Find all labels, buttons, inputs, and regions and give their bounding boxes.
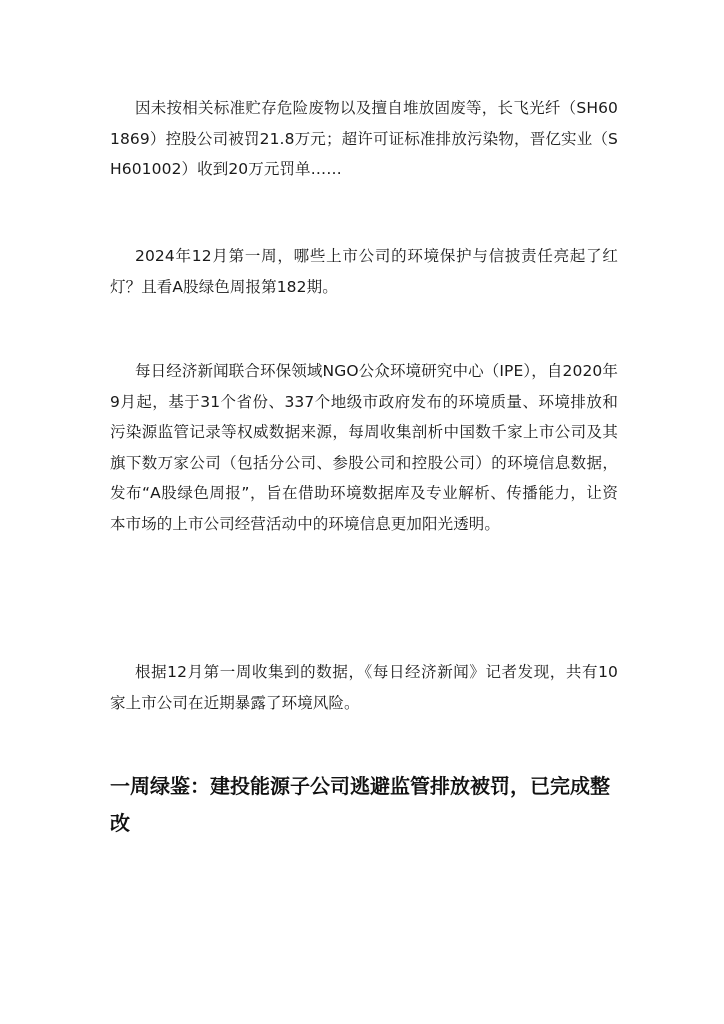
paragraph-background: 每日经济新闻联合环保领域NGO公众环境研究中心（IPE），自2020年9月起，基于31个省份、337个地级市政府发布的环境质量、环境排放和污染源监管记录等权威数据来源，每周收集剖析中国数千家上市公司及其旗下数万家公司（包括分公司、参股公司和控股公司）的环境信息数据，发布“A股绿色周报”，旨在借助环境数据库及专业解析、传播能力，让资本市场的上市公司经营活动中的环境信息更加阳光透明。 <box>110 362 618 533</box>
section-heading: 一周绿鉴：建投能源子公司逃避监管排放被罚，已完成整改 <box>110 774 610 835</box>
paragraph-intro: 因未按相关标准贮存危险废物以及擅自堆放固废等，长飞光纤（SH601869）控股公司被罚21.8万元；超许可证标准排放污染物，晋亿实业（SH601002）收到20万元罚单…… <box>110 99 618 178</box>
paragraph-findings: 根据12月第一周收集到的数据，《每日经济新闻》记者发现，共有10家上市公司在近期暴露了环境风险。 <box>110 663 618 712</box>
paragraph-week-summary: 2024年12月第一周，哪些上市公司的环境保护与信披责任亮起了红灯？且看A股绿色周报第182期。 <box>110 247 618 296</box>
